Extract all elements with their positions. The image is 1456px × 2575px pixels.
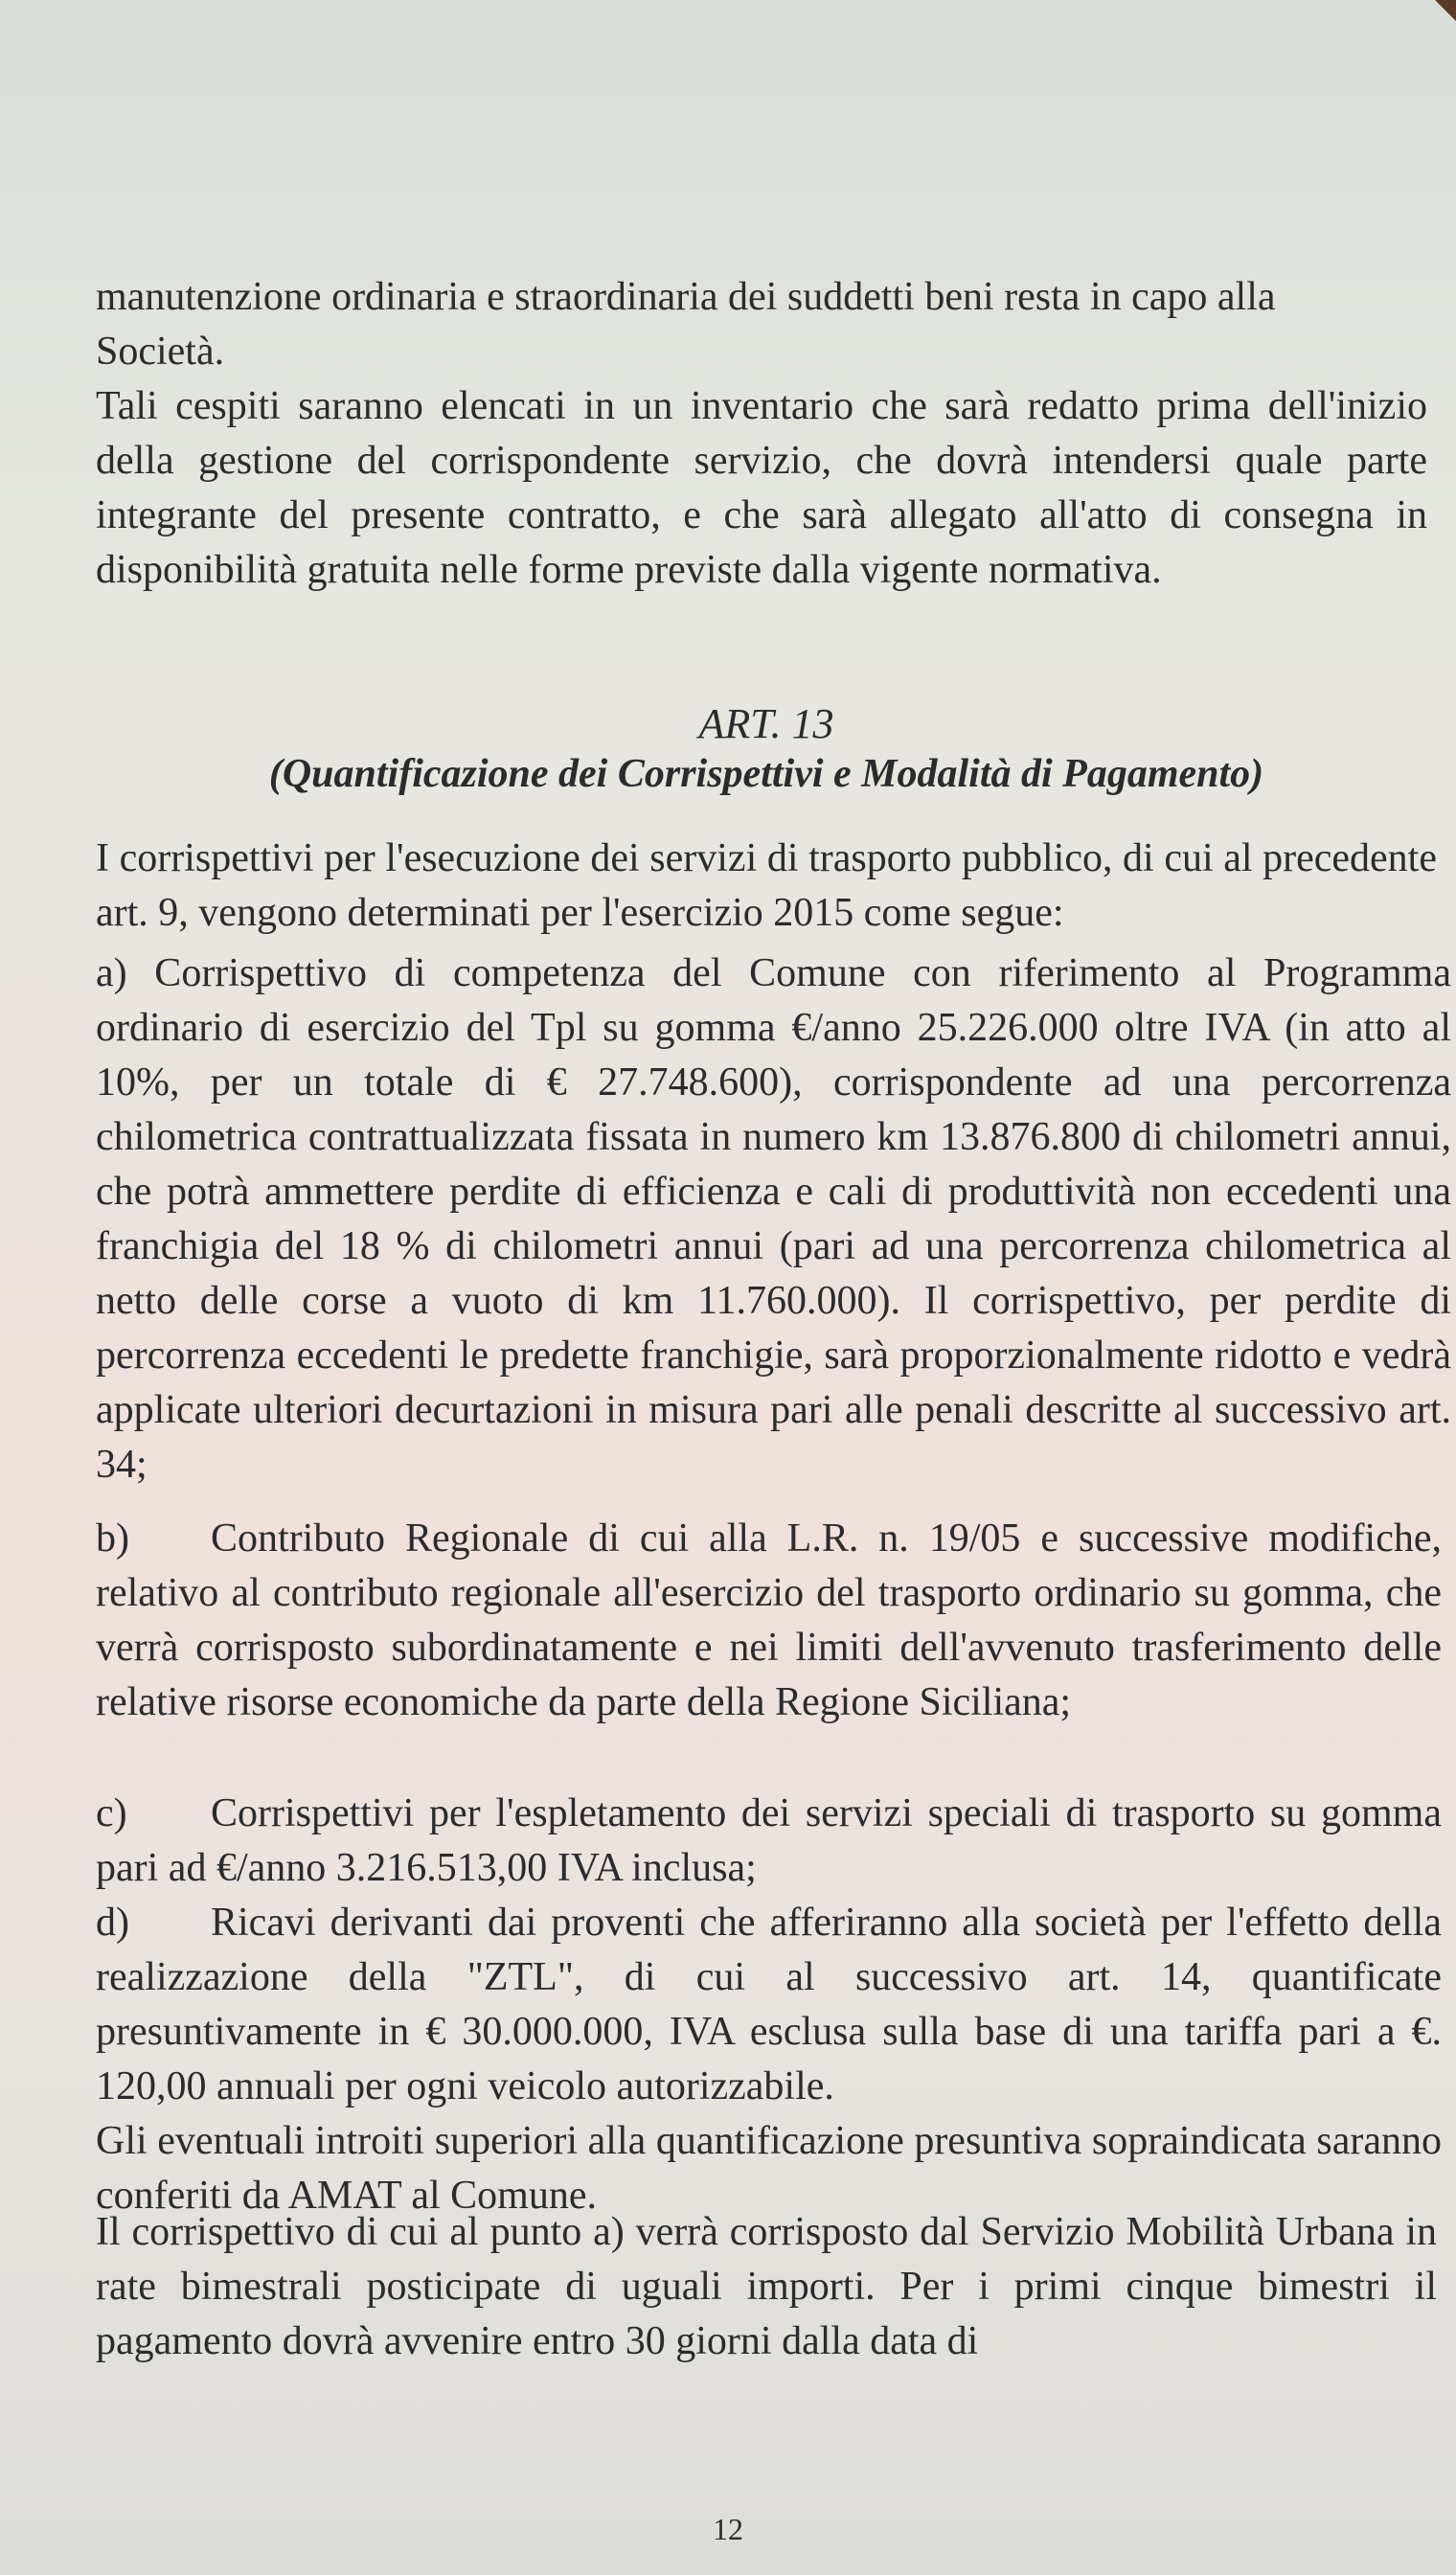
item-b-text: Contributo Regionale di cui alla L.R. n. 19/05 e successive modifiche, relativo al contributo regionale all'esercizio del trasporto ordinario su gomma, che verrà corrisposto subordinatamente e nei limiti dell'avvenuto trasferimento delle relative risorse economiche da parte della Regione Siciliana;	[96, 1516, 1442, 1724]
article-heading	[96, 699, 1437, 799]
item-c	[96, 1787, 1442, 1896]
item-b	[96, 1512, 1442, 1730]
intro-text: I corrispettivi per l'esecuzione dei servizi di trasporto pubblico, di cui al precedente art. 9, vengono determinati per l'esercizio 2015 come segue:	[96, 836, 1437, 935]
final-text: Il corrispettivo di cui al punto a) verrà corrisposto dal Servizio Mobilità Urbana in rate bimestrali posticipate di uguali importi. Per i primi cinque bimestri il pagamento dovrà avvenire entro 30 giorni dalla data di	[96, 2210, 1437, 2363]
item-c-label: c)	[96, 1791, 127, 1835]
extra-income-text: Gli eventuali introiti superiori alla quantificazione presuntiva sopraindicata saranno conferiti da AMAT al Comune.	[96, 2119, 1442, 2218]
top-line-2: Società.	[96, 330, 225, 374]
final-paragraph	[96, 2205, 1437, 2369]
article-number: ART. 13	[698, 700, 834, 747]
article-subtitle: (Quantificazione dei Corrispettivi e Modalità di Pagamento)	[268, 752, 1264, 796]
item-a-text: a) Corrispettivo di competenza del Comune con riferimento al Programma ordinario di esercizio del Tpl su gomma €/anno 25.226.000 oltre IVA (in atto al 10%, per un totale di € 27.748.600), corrispondente ad una percorrenza chilometrica contrattualizzata fissata in numero km 13.876.800 di chilometri annui, che potrà ammettere perdite di efficienza e cali di produttività non eccedenti una franchigia del 18 % di chilometri annui (pari ad una percorrenza chilometrica al netto delle corse a vuoto di km 11.760.000). Il corrispettivo, per perdite di percorrenza eccedenti le predette franchigie, sarà proporzionalmente ridotto e vedrà applicate ulteriori decurtazioni in misura pari alle penali descritte al successivo art. 34;	[96, 951, 1451, 1487]
top-line-1: manutenzione ordinaria e straordinaria dei suddetti beni resta in capo alla	[96, 275, 1276, 319]
top-paragraph	[96, 270, 1427, 598]
item-d	[96, 1896, 1442, 2114]
page-corner-fold	[1435, 0, 1456, 21]
page-number: 12	[713, 2512, 743, 2546]
item-d-text: Ricavi derivanti dai proventi che afferiranno alla società per l'effetto della realizzazione della "ZTL", di cui al successivo art. 14, quantificate presuntivamente in € 30.000.000, IVA esclusa sulla base di una tariffa pari a €. 120,00 annuali per ogni veicolo autorizzabile.	[96, 1901, 1442, 2108]
item-d-label: d)	[96, 1901, 129, 1945]
item-a	[96, 946, 1451, 1493]
item-c-text: Corrispettivi per l'espletamento dei servizi speciali di trasporto su gomma pari ad €/anno 3.216.513,00 IVA inclusa;	[96, 1791, 1442, 1890]
item-b-label: b)	[96, 1516, 129, 1561]
inventory-paragraph: Tali cespiti saranno elencati in un inventario che sarà redatto prima dell'inizio della gestione del corrispondente servizio, che dovrà intendersi quale parte integrante del presente contratto, e che sarà allegato all'atto di consegna in disponibilità gratuita nelle forme previste dalla vigente normativa.	[96, 384, 1427, 592]
intro-paragraph	[96, 832, 1437, 941]
items-c-d	[96, 1787, 1442, 2223]
